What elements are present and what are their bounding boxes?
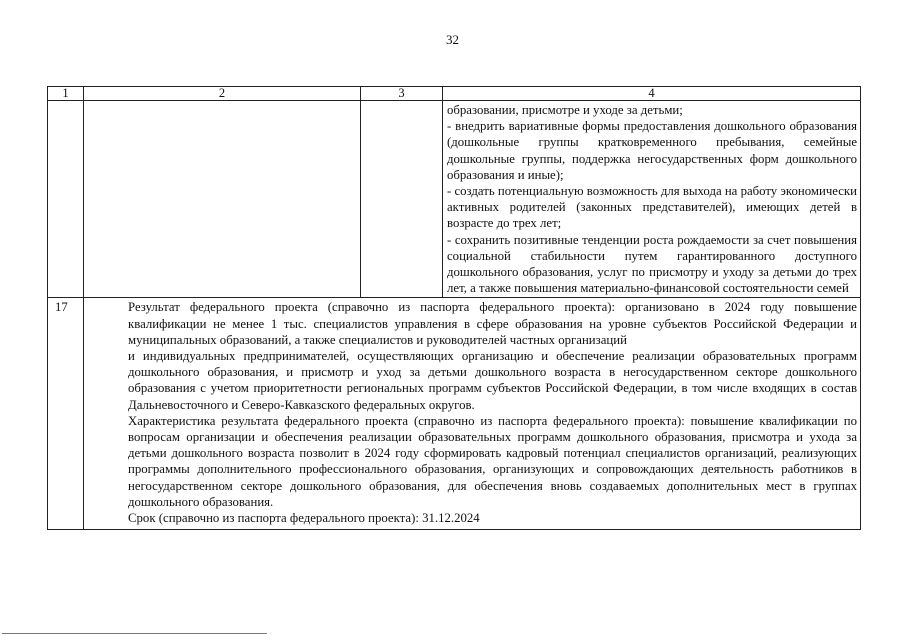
table-row-continuation — [48, 101, 861, 298]
continuation-paragraph: - внедрить вариативные формы предоставления дошкольного образования (дошкольные группы кратковременного пребывания, семейные дошкольные группы, поддержка негосударственных форм дошкольного образования и иные); — [447, 119, 857, 182]
table-row-17 — [48, 298, 861, 530]
continuation-cell-1 — [48, 101, 84, 298]
row-17-paragraph: Результат федерального проекта (справочно из паспорта федерального проекта): организовано в 2024 году повышение квалификации не менее 1 тыс. специалистов управления в сфере образования на уровне субъектов Российской Федерации и муниципальных образований, а также специалистов и руководителей частных организаций — [128, 300, 857, 347]
header-cell-2: 2 — [84, 87, 361, 101]
table-header-row — [48, 87, 861, 101]
header-cell-3: 3 — [361, 87, 443, 101]
continuation-cell-2 — [84, 101, 361, 298]
document-table — [47, 86, 861, 530]
bottom-rule — [2, 633, 267, 634]
row-17-paragraph: Характеристика результата федерального проекта (справочно из паспорта федерального проекта): повышение квалификации по вопросам организации и обеспечения реализации образовательных программ дошкольного образования, присмотра и ухода за детьми дошкольного возраста позволит в 2024 году сформировать кадровый потенциал специалистов организаций, реализующих программы дополнительного профессионального образования, организующих и сопровождающих деятельность работников в негосударственном секторе дошкольного образования, для обеспечения вновь создаваемых дополнительных мест в группах дошкольного образования. — [128, 413, 857, 509]
header-cell-1: 1 — [48, 87, 84, 101]
continuation-cell-3 — [361, 101, 443, 298]
row-17-content — [84, 298, 861, 530]
continuation-paragraph: - создать потенциальную возможность для выхода на работу экономически активных родителей (законных представителей), имеющих детей в возрасте до трех лет; — [447, 184, 857, 231]
continuation-paragraph: - сохранить позитивные тенденции роста рождаемости за счет повышения социальной стабильности путем гарантированного доступного дошкольного образования, услуг по присмотру и уходу за детьми до трех лет, а также повышения материально-финансовой состоятельности семей — [447, 232, 857, 296]
row-17-paragraph: Срок (справочно из паспорта федерального проекта): 31.12.2024 — [128, 511, 480, 526]
continuation-paragraph: образовании, присмотре и уходе за детьми; — [447, 103, 683, 117]
row-number: 17 — [48, 298, 84, 530]
header-cell-4: 4 — [443, 87, 861, 101]
continuation-cell-4 — [443, 101, 861, 298]
row-17-paragraph: и индивидуальных предпринимателей, осуществляющих организацию и обеспечение реализации образовательных программ дошкольного образования, и присмотр и уход за детьми дошкольного возраста в негосударственном секторе дошкольного образования с учетом приоритетности региональных программ субъектов Российской Федерации, в том числе входящих в состав Дальневосточного и Северо-Кавказского федеральных округов. — [128, 349, 857, 412]
page-number: 32 — [446, 32, 459, 47]
